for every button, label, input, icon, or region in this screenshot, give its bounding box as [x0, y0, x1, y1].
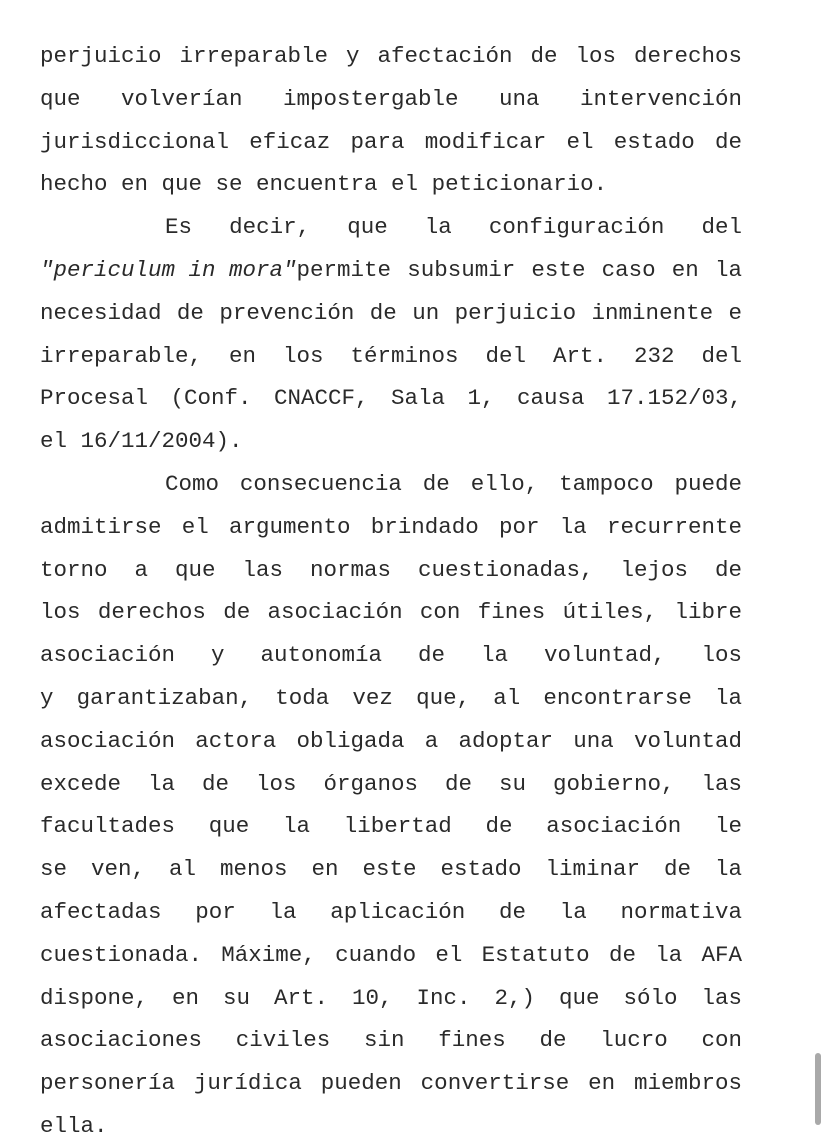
text-line: Procesal (Conf. CNACCF, Sala 1, causa 17.152/03, — [40, 385, 742, 412]
text-line: facultades que la libertad de asociación le — [40, 813, 742, 840]
scrollbar-thumb[interactable] — [815, 1053, 821, 1125]
text-line: ella. — [40, 1112, 108, 1139]
italic-term: "periculum in mora" — [40, 256, 297, 283]
text-line: admitirse el argumento brindado por la recurrente — [40, 513, 742, 540]
paragraph-start-line: Como consecuencia de ello, tampoco puede — [165, 470, 742, 497]
text-line: cuestionada. Máxime, cuando el Estatuto de la AFA — [40, 941, 742, 968]
paragraph-start-line: Es decir, que la configuración del — [165, 214, 742, 241]
text-line: perjuicio irreparable y afectación de los derechos — [40, 43, 742, 69]
text-line: asociaciones civiles sin fines de lucro con — [40, 1027, 742, 1054]
text-line: necesidad de prevención de un perjuicio inminente e — [40, 299, 742, 326]
text-line: afectadas por la aplicación de la normativa — [40, 898, 742, 925]
text-line: torno a que las normas cuestionadas, lejos de — [40, 556, 742, 583]
document-body — [40, 35, 742, 1148]
text-line — [40, 249, 742, 292]
text-line: y garantizaban, toda vez que, al encontrarse la — [40, 684, 742, 711]
text-line: el 16/11/2004). — [40, 428, 243, 455]
text-line: los derechos de asociación con fines útiles, libre — [40, 599, 742, 626]
text-line: que volverían impostergable una intervención — [40, 85, 742, 112]
text-line: personería jurídica pueden convertirse en miembros — [40, 1070, 742, 1097]
text-line: jurisdiccional eficaz para modificar el estado de — [40, 128, 742, 155]
text-line: hecho en que se encuentra el peticionario. — [40, 171, 608, 198]
text-line: irreparable, en los términos del Art. 232 del — [40, 342, 742, 369]
text-line-rest: permite subsumir este caso en la — [296, 256, 742, 283]
text-line: dispone, en su Art. 10, Inc. 2,) que sólo las — [40, 984, 742, 1011]
text-line: asociación y autonomía de la voluntad, los — [40, 642, 742, 669]
text-line: excede la de los órganos de su gobierno, las — [40, 770, 742, 797]
text-line: se ven, al menos en este estado liminar de la — [40, 856, 742, 883]
text-line: asociación actora obligada a adoptar una voluntad — [40, 727, 742, 754]
